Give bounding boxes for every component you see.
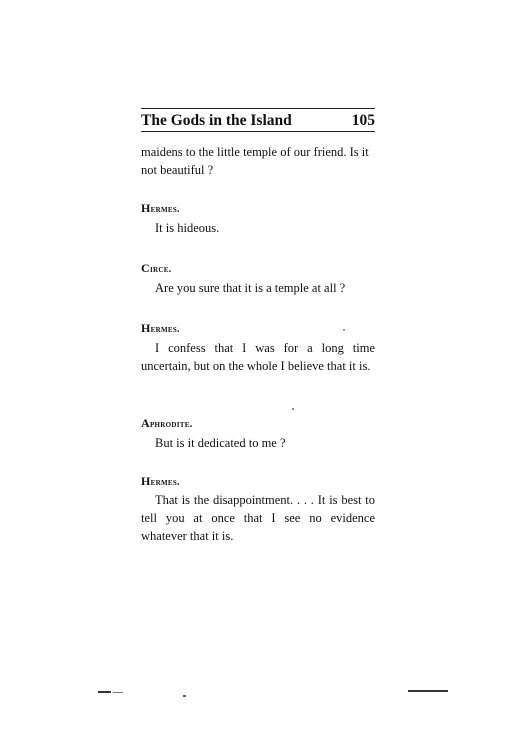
- scan-speck: [113, 692, 123, 693]
- scan-speck: [292, 408, 294, 410]
- speaker-name: Circe.: [141, 261, 172, 275]
- speech-text: Are you sure that it is a temple at all ?: [155, 281, 346, 295]
- speaker-name: Hermes.: [141, 321, 180, 335]
- speech-text: It is hideous.: [155, 221, 220, 235]
- speaker-name: Aphrodite.: [141, 416, 193, 430]
- speaker-name: Hermes.: [141, 201, 180, 215]
- scan-speck: [183, 695, 186, 697]
- header-top-rule: [141, 108, 375, 109]
- opening-paragraph: maidens to the little temple of our friend. Is it not beautiful ?: [141, 145, 369, 177]
- header-bottom-rule: [141, 131, 375, 132]
- scan-speck: [408, 690, 448, 692]
- running-header: [141, 112, 375, 132]
- speaker-name: Hermes.: [141, 474, 180, 488]
- page-number: 105: [351, 112, 375, 129]
- speech-text: But is it dedicated to me ?: [155, 436, 286, 450]
- scan-speck: [343, 329, 345, 331]
- running-title: The Gods in the Island: [141, 112, 292, 129]
- scan-speck: [98, 691, 111, 693]
- speech-text: I confess that I was for a long time uncertain, but on the whole I believe that it is.: [141, 341, 375, 373]
- speech-text: That is the disappointment. . . . It is best to tell you at once that I see no evidence whatever that it is.: [141, 493, 375, 543]
